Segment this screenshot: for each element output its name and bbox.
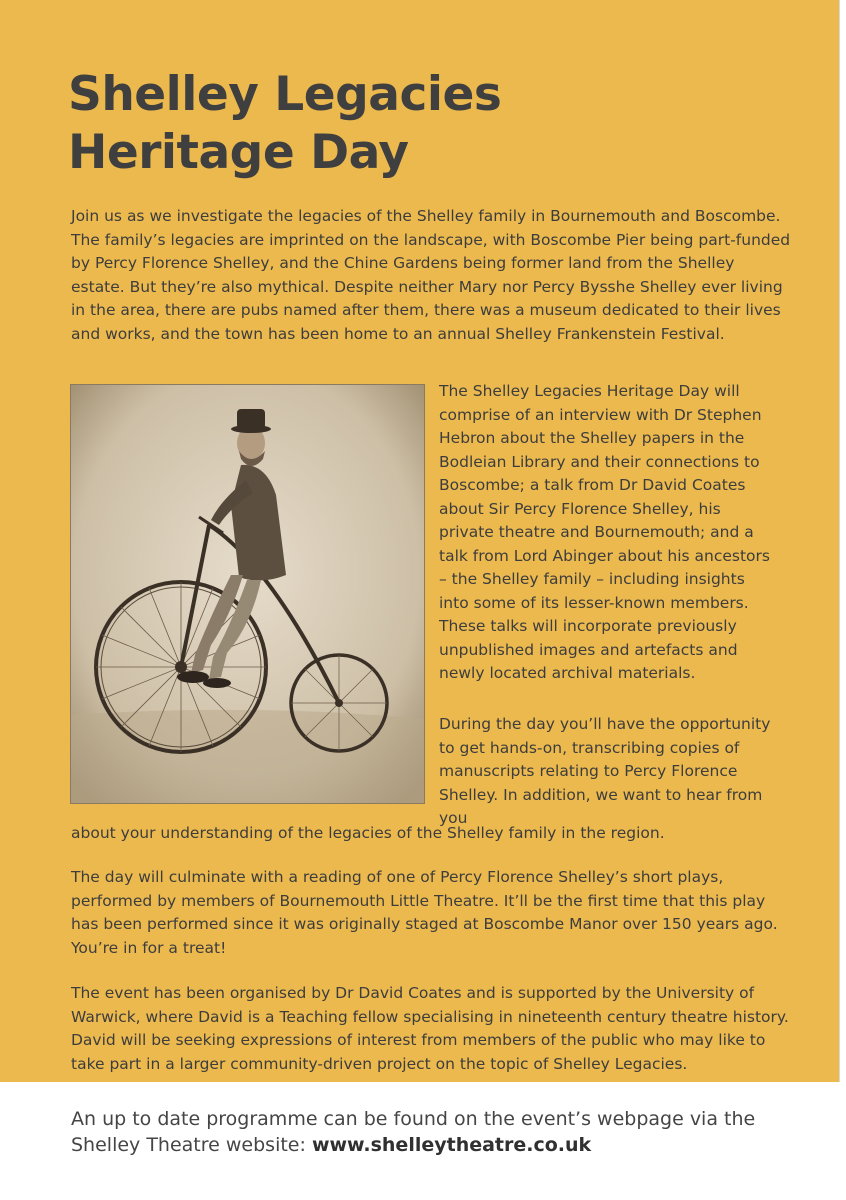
penny-farthing-photo: [70, 384, 425, 804]
hands-on-paragraph: During the day you’ll have the opportunity to get hands-on, transcribing copies of manuscripts relating to Percy Florence Shelley. In addition, we want to hear from you: [439, 715, 771, 827]
page-title: [68, 66, 788, 182]
talks-paragraph: The Shelley Legacies Heritage Day will comprise of an interview with Dr Stephen Hebron about the Shelley papers in the Bodleian Library and their connections to Boscombe; a talk from Dr David Coates about Sir Percy Florence Shelley, his private theatre and Bournemouth; and a talk from Lord Abinger about his ancestors – the Shelley family – including insights into some of its lesser-known members. These talks will incorporate previously unpublished images and artefacts and newly located archival materials.: [439, 382, 770, 682]
title-line-2: Heritage Day: [68, 125, 409, 180]
footer-note: [71, 1106, 811, 1158]
title-line-1: Shelley Legacies: [68, 67, 502, 122]
footer-text: An up to date programme can be found on the event’s webpage via the Shelley Theatre website:: [71, 1108, 756, 1156]
organiser-paragraph: The event has been organised by Dr David Coates and is supported by the University of Warwick, where David is a Teaching fellow specialising in nineteenth century theatre history. David will be seeking expressions of interest from members of the public who may like to take part in a larger community-driven project on the topic of Shelley Legacies.: [71, 984, 789, 1073]
intro-paragraph: Join us as we investigate the legacies of the Shelley family in Bournemouth and Boscombe. The family’s legacies are imprinted on the landscape, with Boscombe Pier being part-funded by Percy Florence Shelley, and the Chine Gardens being former land from the Shelley estate. But they’re also mythical. Despite neither Mary nor Percy Bysshe Shelley ever living in the area, there are pubs named after them, there was a museum dedicated to their lives and works, and the town has been home to an annual Shelley Frankenstein Festival.: [71, 207, 791, 343]
website-link[interactable]: www.shelleytheatre.co.uk: [311, 1134, 592, 1156]
hands-on-paragraph-continued: about your understanding of the legacies of the Shelley family in the region.: [71, 824, 665, 842]
reading-paragraph: The day will culminate with a reading of one of Percy Florence Shelley’s short plays, performed by members of Bournemouth Little Theatre. It’ll be the first time that this play has been performed since it was originally staged at Boscombe Manor over 150 years ago. You’re in for a treat!: [71, 868, 778, 957]
